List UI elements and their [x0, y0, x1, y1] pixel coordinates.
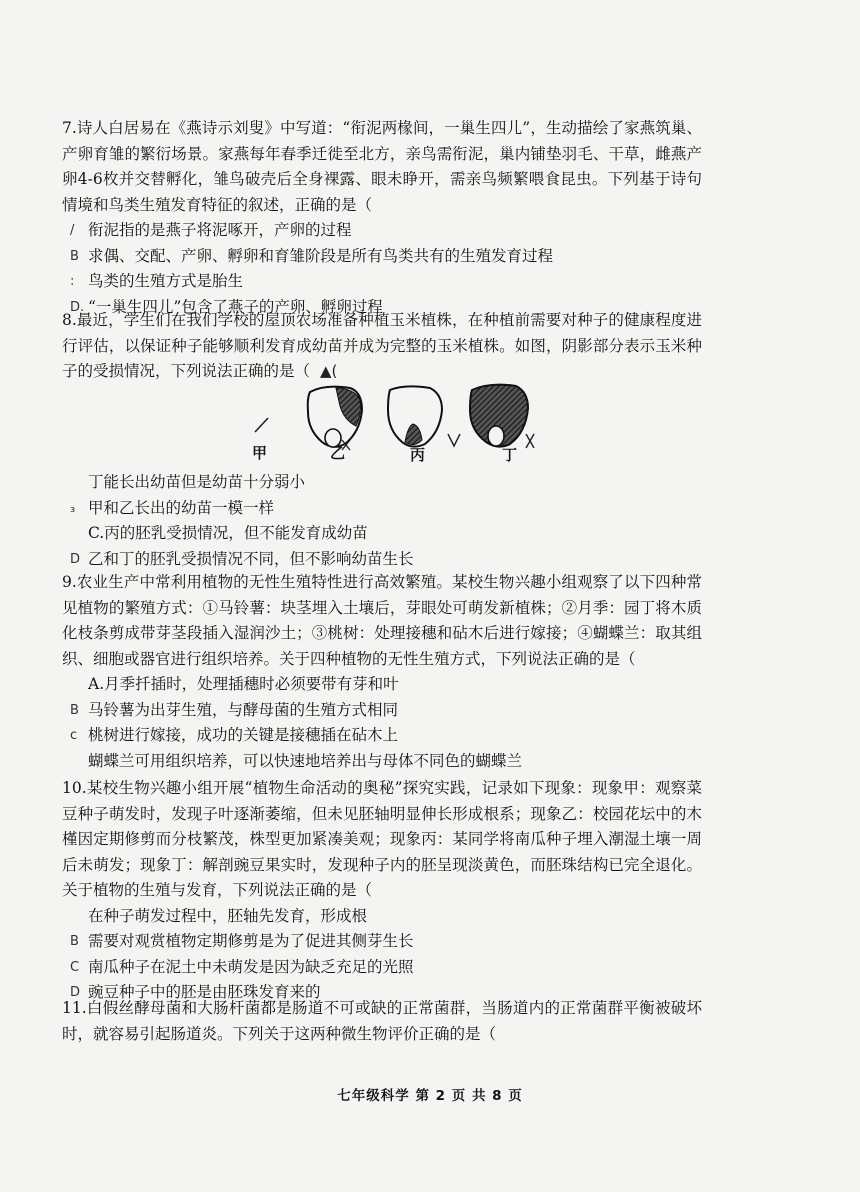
answer-scribble: ▲(	[320, 362, 338, 380]
option-mark: :	[70, 274, 75, 289]
option-mark: D	[70, 985, 81, 1000]
question-10-option-a[interactable]	[62, 904, 702, 930]
figure-label-ding: 丁	[502, 446, 518, 464]
question-8-options	[62, 470, 702, 572]
question-8-option-c[interactable]	[62, 521, 702, 547]
question-11-stem: 11.白假丝酵母菌和大肠杆菌都是肠道不可或缺的正常菌群，当肠道内的正常菌群平衡被破坏时，就容易引起肠道炎。下列关于这两种微生物评价正确的是（	[62, 999, 702, 1043]
question-8-option-d[interactable]	[62, 547, 702, 573]
option-mark: c	[70, 728, 78, 743]
option-text: 乙和丁的胚乳受损情况不同，但不影响幼苗生长	[88, 549, 414, 568]
figure-label-yi: 乙	[330, 444, 346, 462]
question-9-option-c[interactable]	[62, 723, 702, 749]
question-8-option-a[interactable]	[62, 470, 702, 496]
option-mark: D.	[70, 299, 85, 315]
option-text: “一巢生四儿”包含了燕子的产卵、孵卵过程	[88, 297, 383, 316]
seed-1-pointer	[255, 418, 268, 432]
option-text: 马铃薯为出芽生殖，与酵母菌的生殖方式相同	[88, 700, 399, 719]
option-text: 在种子萌发过程中，胚轴先发育，形成根	[88, 906, 368, 925]
option-mark: ₃	[70, 500, 76, 516]
question-10-option-b[interactable]	[62, 929, 702, 955]
option-text: C.丙的胚乳受损情况，但不能发育成幼苗	[88, 524, 368, 542]
question-11	[62, 996, 702, 1047]
question-10-option-c[interactable]	[62, 955, 702, 981]
option-mark: C	[70, 959, 80, 975]
option-text: 丁能长出幼苗但是幼苗十分弱小	[88, 473, 306, 491]
question-9-option-d[interactable]	[62, 749, 702, 775]
seed-4	[470, 385, 528, 447]
question-8-option-b[interactable]	[62, 496, 702, 522]
option-mark: D	[70, 551, 81, 567]
option-text: 豌豆种子中的胚是由胚珠发育来的	[88, 983, 321, 1001]
question-7-option-a[interactable]	[62, 218, 702, 244]
option-mark: B	[70, 702, 79, 718]
question-7	[62, 116, 702, 320]
option-text: 蝴蝶兰可用组织培养，可以快速地培养出与母体不同色的蝴蝶兰	[88, 751, 523, 770]
option-mark: B	[70, 934, 79, 949]
option-text: 需要对观赏植物定期修剪是为了促进其侧芽生长	[88, 932, 414, 950]
scribble-mark	[448, 434, 460, 446]
question-9-stem: 9.农业生产中常利用植物的无性生殖特性进行高效繁殖。某校生物兴趣小组观察了以下四种常见植物的繁殖方式：①马铃薯：块茎埋入土壤后，芽眼处可萌发新植株；②月季：园丁将木质化枝条剪成带芽茎段插入湿润沙土；③桃树：处理接穗和砧木后进行嫁接；④蝴蝶兰：取其组织、细胞或器官进行组织培养。关于四种植物的无性生殖方式，下列说法正确的是（	[62, 573, 702, 668]
question-9-option-b[interactable]	[62, 698, 702, 724]
option-mark: /	[70, 223, 75, 238]
question-7-option-c[interactable]	[62, 269, 702, 295]
question-10-stem: 10.某校生物兴趣小组开展“植物生命活动的奥秘”探究实践，记录如下现象：现象甲：观察菜豆种子萌发时，发现子叶逐渐萎缩，但未见胚轴明显伸长形成根系；现象乙：校园花坛中的木槿因定期修剪而分枝繁茂，株型更加紧凑美观；现象丙：某同学将南瓜种子埋入潮湿土壤一周后未萌发；现象丁：解剖豌豆果实时，发现种子内的胚呈现淡黄色，而胚珠结构已完全退化。关于植物的生殖与发育，下列说法正确的是（	[62, 779, 702, 899]
option-text: A.月季扦插时，处理插穗时必须要带有芽和叶	[88, 675, 399, 693]
option-text: 鸟类的生殖方式是胎生	[88, 272, 244, 290]
question-7-option-b[interactable]	[62, 244, 702, 270]
question-8-stem: 8.最近，学生们在我们学校的屋顶农场准备种植玉米植株，在种植前需要对种子的健康程度进行评估，以保证种子能够顺利发育成幼苗并成为完整的玉米植株。如图，阴影部分表示玉米种子的受损情况，下列说法正确的是（ ▲(	[62, 311, 702, 380]
option-text: 南瓜种子在泥土中未萌发是因为缺乏充足的光照	[88, 957, 414, 976]
option-text: 求偶、交配、产卵、孵卵和育雏阶段是所有鸟类共有的生殖发育过程	[88, 246, 554, 265]
option-mark: B	[70, 248, 79, 264]
question-9	[62, 570, 702, 774]
question-9-option-a[interactable]	[62, 672, 702, 698]
scribble-mark	[526, 434, 534, 448]
page-footer: 七年级科学 第 2 页 共 8 页	[337, 1088, 523, 1104]
option-text: 衔泥指的是燕子将泥啄开，产卵的过程	[88, 221, 352, 239]
question-7-stem: 7.诗人白居易在《燕诗示刘叟》中写道：“衔泥两椽间，一巢生四儿”，生动描绘了家燕筑巢、产卵育雏的繁衍场景。家燕每年春季迁徙至北方，亲鸟需衔泥，巢内铺垫羽毛、干草，雌燕产卵4-6枚并交替孵化，雏鸟破壳后全身裸露、眼未睁开，需亲鸟频繁喂食昆虫。下列基于诗句情境和鸟类生殖发育特征的叙述，正确的是（	[62, 119, 702, 214]
question-8	[62, 308, 702, 385]
figure-label-jia: 甲	[252, 444, 268, 462]
seed-2	[308, 387, 362, 447]
option-text: 桃树进行嫁接，成功的关键是接穗插在砧木上	[88, 726, 399, 744]
option-text: 甲和乙长出的幼苗一模一样	[88, 498, 275, 517]
question-10	[62, 776, 702, 1006]
figure-label-bing: 丙	[410, 446, 426, 464]
seed-3	[388, 386, 442, 446]
